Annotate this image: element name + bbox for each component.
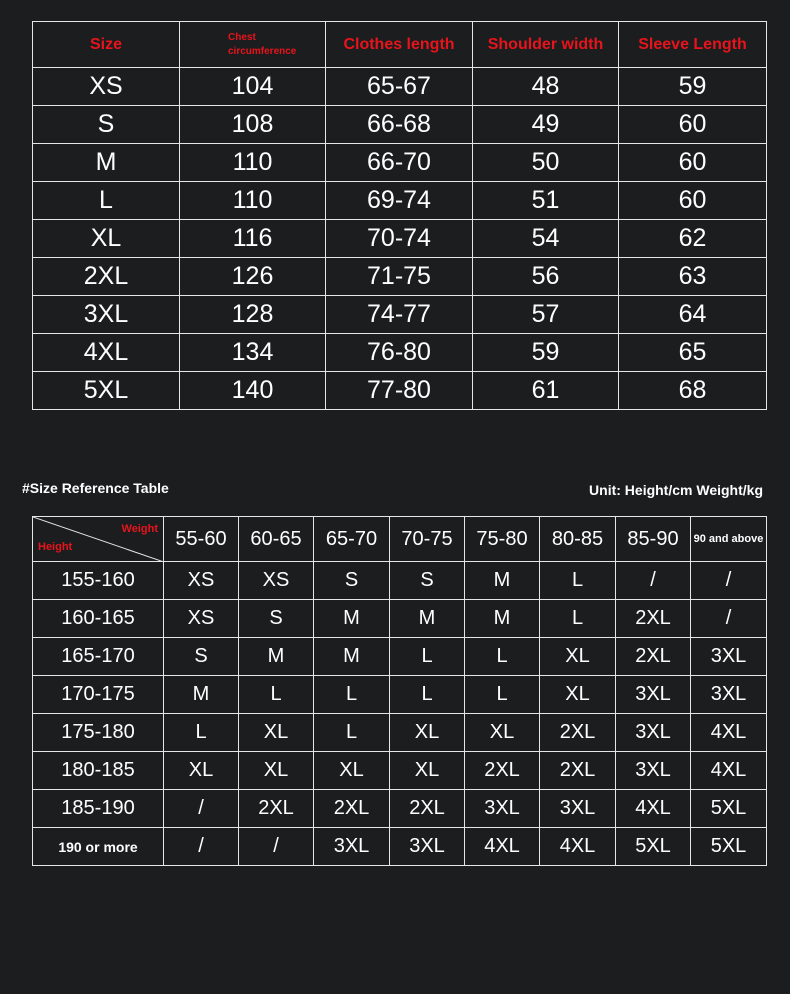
size-table-header: [33, 22, 767, 68]
cell: 134: [180, 334, 326, 372]
cell: 64: [619, 296, 767, 334]
height-cell: 180-185: [33, 752, 164, 790]
cell: 65-67: [326, 68, 473, 106]
height-cell: 165-170: [33, 638, 164, 676]
cell: 60: [619, 182, 767, 220]
cell: S: [239, 600, 314, 638]
cell: XL: [465, 714, 540, 752]
cell: L: [465, 638, 540, 676]
weight-header: 70-75: [390, 517, 465, 562]
cell: 5XL: [691, 790, 767, 828]
cell: 77-80: [326, 372, 473, 410]
cell: /: [239, 828, 314, 866]
reference-table-title: #Size Reference Table: [22, 480, 169, 496]
cell: 3XL: [540, 790, 616, 828]
cell: S: [164, 638, 239, 676]
cell: 2XL: [540, 714, 616, 752]
table-row: [33, 790, 767, 828]
cell: 4XL: [691, 714, 767, 752]
table-row: [33, 296, 767, 334]
weight-header: 85-90: [616, 517, 691, 562]
cell: 54: [473, 220, 619, 258]
cell: 74-77: [326, 296, 473, 334]
weight-header: 60-65: [239, 517, 314, 562]
height-cell: 155-160: [33, 562, 164, 600]
cell: 5XL: [616, 828, 691, 866]
cell: 2XL: [540, 752, 616, 790]
height-cell: 170-175: [33, 676, 164, 714]
cell: /: [164, 790, 239, 828]
cell: 110: [180, 182, 326, 220]
header-size: Size: [33, 22, 180, 68]
cell: L: [465, 676, 540, 714]
table-row: [33, 182, 767, 220]
cell: 3XL: [691, 676, 767, 714]
cell: 68: [619, 372, 767, 410]
cell: 3XL: [616, 714, 691, 752]
cell: 3XL: [691, 638, 767, 676]
cell: 50: [473, 144, 619, 182]
cell: 3XL: [314, 828, 390, 866]
corner-header: [33, 517, 164, 562]
cell: 49: [473, 106, 619, 144]
table-row: [33, 334, 767, 372]
cell: XS: [239, 562, 314, 600]
table-row: [33, 828, 767, 866]
weight-header: 55-60: [164, 517, 239, 562]
header-shoulder-width: Shoulder width: [473, 22, 619, 68]
cell: 66-68: [326, 106, 473, 144]
cell: 5XL: [691, 828, 767, 866]
weight-header: 80-85: [540, 517, 616, 562]
cell: 51: [473, 182, 619, 220]
size-reference-table: [32, 516, 767, 866]
cell: M: [33, 144, 180, 182]
cell: 4XL: [33, 334, 180, 372]
weight-label: Weight: [121, 523, 158, 535]
cell: 60: [619, 106, 767, 144]
cell: 3XL: [465, 790, 540, 828]
cell: XL: [239, 752, 314, 790]
height-cell: 185-190: [33, 790, 164, 828]
cell: L: [314, 714, 390, 752]
cell: 76-80: [326, 334, 473, 372]
height-cell: 190 or more: [33, 828, 164, 866]
cell: 62: [619, 220, 767, 258]
cell: S: [314, 562, 390, 600]
cell: XL: [540, 638, 616, 676]
table-row: [33, 220, 767, 258]
cell: 3XL: [33, 296, 180, 334]
table-row: [33, 600, 767, 638]
cell: 70-74: [326, 220, 473, 258]
cell: XS: [164, 600, 239, 638]
cell: L: [540, 562, 616, 600]
table-row: [33, 258, 767, 296]
cell: 56: [473, 258, 619, 296]
cell: M: [390, 600, 465, 638]
cell: 5XL: [33, 372, 180, 410]
height-cell: 175-180: [33, 714, 164, 752]
cell: 4XL: [691, 752, 767, 790]
cell: XL: [239, 714, 314, 752]
cell: 59: [619, 68, 767, 106]
cell: 59: [473, 334, 619, 372]
cell: 4XL: [540, 828, 616, 866]
cell: XL: [33, 220, 180, 258]
cell: M: [239, 638, 314, 676]
cell: L: [164, 714, 239, 752]
cell: 65: [619, 334, 767, 372]
cell: 140: [180, 372, 326, 410]
cell: 108: [180, 106, 326, 144]
cell: 3XL: [616, 676, 691, 714]
cell: S: [33, 106, 180, 144]
cell: XS: [33, 68, 180, 106]
table-row: [33, 638, 767, 676]
size-measurement-table: [32, 21, 767, 410]
cell: 4XL: [616, 790, 691, 828]
cell: 2XL: [390, 790, 465, 828]
reference-header-row: [33, 517, 767, 562]
cell: 2XL: [33, 258, 180, 296]
cell: 69-74: [326, 182, 473, 220]
table-row: [33, 676, 767, 714]
table-row: [33, 372, 767, 410]
height-label: Height: [38, 541, 73, 553]
cell: 116: [180, 220, 326, 258]
cell: 61: [473, 372, 619, 410]
weight-header: 65-70: [314, 517, 390, 562]
cell: /: [691, 562, 767, 600]
cell: M: [164, 676, 239, 714]
cell: M: [314, 638, 390, 676]
cell: /: [616, 562, 691, 600]
cell: XL: [390, 714, 465, 752]
header-clothes-length: Clothes length: [326, 22, 473, 68]
header-sleeve-length: Sleeve Length: [619, 22, 767, 68]
cell: 104: [180, 68, 326, 106]
weight-header: 90 and above: [691, 517, 767, 562]
cell: M: [465, 600, 540, 638]
cell: 2XL: [616, 600, 691, 638]
cell: S: [390, 562, 465, 600]
cell: 128: [180, 296, 326, 334]
cell: L: [540, 600, 616, 638]
cell: /: [691, 600, 767, 638]
cell: L: [33, 182, 180, 220]
table-row: [33, 714, 767, 752]
table-row: [33, 106, 767, 144]
cell: 2XL: [465, 752, 540, 790]
cell: 3XL: [616, 752, 691, 790]
weight-header: 75-80: [465, 517, 540, 562]
table-row: [33, 144, 767, 182]
cell: L: [390, 638, 465, 676]
cell: 2XL: [616, 638, 691, 676]
cell: L: [314, 676, 390, 714]
height-cell: 160-165: [33, 600, 164, 638]
table-row: [33, 752, 767, 790]
cell: XL: [164, 752, 239, 790]
header-chest: Chest circumference: [180, 22, 326, 68]
cell: XL: [314, 752, 390, 790]
cell: 4XL: [465, 828, 540, 866]
cell: M: [465, 562, 540, 600]
cell: 66-70: [326, 144, 473, 182]
cell: 3XL: [390, 828, 465, 866]
cell: XL: [540, 676, 616, 714]
cell: 110: [180, 144, 326, 182]
cell: XS: [164, 562, 239, 600]
cell: L: [239, 676, 314, 714]
cell: 57: [473, 296, 619, 334]
cell: 48: [473, 68, 619, 106]
cell: L: [390, 676, 465, 714]
cell: 63: [619, 258, 767, 296]
unit-label: Unit: Height/cm Weight/kg: [589, 482, 763, 498]
cell: /: [164, 828, 239, 866]
cell: M: [314, 600, 390, 638]
cell: XL: [390, 752, 465, 790]
cell: 126: [180, 258, 326, 296]
table-row: [33, 68, 767, 106]
cell: 2XL: [314, 790, 390, 828]
cell: 71-75: [326, 258, 473, 296]
table-row: [33, 562, 767, 600]
cell: 2XL: [239, 790, 314, 828]
cell: 60: [619, 144, 767, 182]
